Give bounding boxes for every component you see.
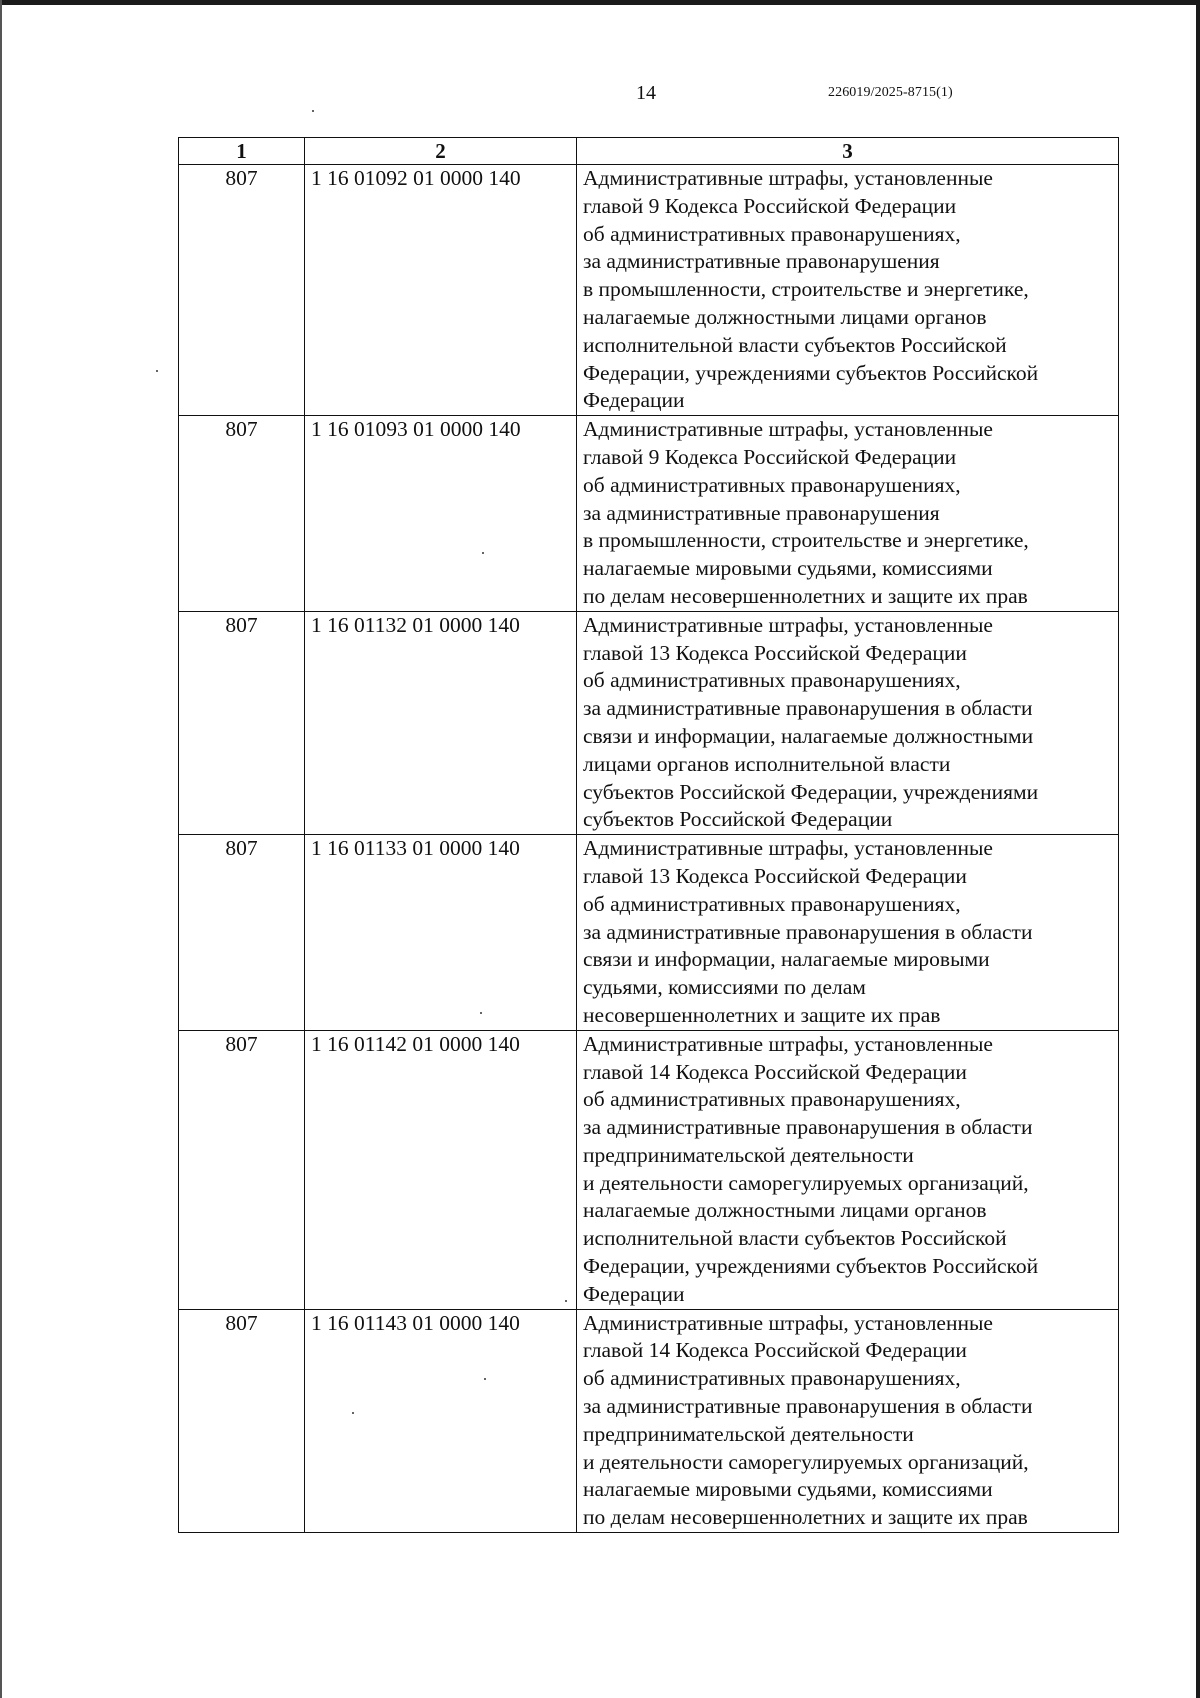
description-line: Федерации (583, 388, 685, 413)
description-line: Административные штрафы, установленные (583, 1031, 993, 1056)
description-line: налагаемые мировыми судьями, комиссиями (583, 1477, 993, 1502)
description-line: за административные правонарушения в области (583, 1115, 1033, 1140)
description-line: главой 13 Кодекса Российской Федерации (583, 640, 967, 665)
admin-code-cell: 807 (179, 611, 305, 834)
description-line: главой 9 Кодекса Российской Федерации (583, 444, 957, 469)
table-row (179, 416, 1119, 612)
description-line: предпринимательской деятельности (583, 1142, 914, 1167)
description-line: исполнительной власти субъектов Российской (583, 1226, 1007, 1251)
budget-code-cell: 1 16 01142 01 0000 140 (305, 1030, 577, 1309)
scan-speck (352, 1412, 354, 1414)
description-line: исполнительной власти субъектов Российской (583, 332, 1007, 357)
scan-border-right (1196, 0, 1200, 1698)
description-line: об административных правонарушениях, (583, 472, 961, 497)
description-line: Федерации (583, 1281, 685, 1306)
description-line: субъектов Российской Федерации (583, 807, 893, 832)
column-header-1: 1 (179, 138, 305, 165)
table-row (179, 165, 1119, 416)
description-line: главой 14 Кодекса Российской Федерации (583, 1059, 967, 1084)
description-line: об административных правонарушениях, (583, 1366, 961, 1391)
budget-code-cell: 1 16 01092 01 0000 140 (305, 165, 577, 416)
description-cell (577, 611, 1119, 834)
admin-code-cell: 807 (179, 835, 305, 1031)
description-line: и деятельности саморегулируемых организаций, (583, 1449, 1029, 1474)
description-line: в промышленности, строительстве и энергетике, (583, 528, 1029, 553)
column-header-2: 2 (305, 138, 577, 165)
description-line: налагаемые мировыми судьями, комиссиями (583, 556, 993, 581)
table-row (179, 1030, 1119, 1309)
budget-code-table (178, 137, 1119, 1533)
budget-code-cell: 1 16 01143 01 0000 140 (305, 1309, 577, 1532)
description-line: за административные правонарушения в области (583, 696, 1033, 721)
description-line: и деятельности саморегулируемых организаций, (583, 1170, 1029, 1195)
scan-speck (156, 370, 158, 372)
description-cell (577, 1309, 1119, 1532)
scan-border-top (0, 0, 1200, 5)
description-line: связи и информации, налагаемые мировыми (583, 947, 990, 972)
description-line: предпринимательской деятельности (583, 1421, 914, 1446)
scan-border-left (0, 0, 2, 1698)
admin-code-cell: 807 (179, 1030, 305, 1309)
description-line: связи и информации, налагаемые должностными (583, 723, 1034, 748)
description-line: об административных правонарушениях, (583, 668, 961, 693)
description-line: субъектов Российской Федерации, учреждениями (583, 779, 1039, 804)
table-body (179, 165, 1119, 1533)
page-number: 14 (636, 82, 656, 104)
table-row (179, 835, 1119, 1031)
budget-code-cell: 1 16 01132 01 0000 140 (305, 611, 577, 834)
scan-speck (482, 552, 484, 554)
description-cell (577, 165, 1119, 416)
description-line: по делам несовершеннолетних и защите их прав (583, 583, 1028, 608)
description-line: несовершеннолетних и защите их прав (583, 1002, 941, 1027)
description-line: за административные правонарушения в области (583, 919, 1033, 944)
description-cell (577, 835, 1119, 1031)
description-cell (577, 416, 1119, 612)
description-line: главой 13 Кодекса Российской Федерации (583, 863, 967, 888)
description-line: Административные штрафы, установленные (583, 836, 993, 861)
admin-code-cell: 807 (179, 416, 305, 612)
column-header-3: 3 (577, 138, 1119, 165)
description-line: за административные правонарушения в области (583, 1394, 1033, 1419)
description-line: лицами органов исполнительной власти (583, 751, 951, 776)
table-header-row (179, 138, 1119, 165)
description-line: судьями, комиссиями по делам (583, 975, 866, 1000)
admin-code-cell: 807 (179, 1309, 305, 1532)
scan-speck (565, 1300, 567, 1302)
scan-speck (484, 1378, 486, 1380)
budget-code-cell: 1 16 01093 01 0000 140 (305, 416, 577, 612)
document-id: 226019/2025-8715(1) (828, 85, 953, 100)
description-line: Административные штрафы, установленные (583, 612, 993, 637)
budget-code-cell: 1 16 01133 01 0000 140 (305, 835, 577, 1031)
admin-code-cell: 807 (179, 165, 305, 416)
description-line: об административных правонарушениях, (583, 221, 961, 246)
description-line: Административные штрафы, установленные (583, 166, 993, 190)
description-line: по делам несовершеннолетних и защите их прав (583, 1505, 1028, 1530)
description-line: за административные правонарушения (583, 500, 940, 525)
description-line: главой 9 Кодекса Российской Федерации (583, 193, 957, 218)
scan-speck (312, 110, 314, 112)
description-line: Федерации, учреждениями субъектов Российской (583, 1254, 1039, 1279)
description-line: Административные штрафы, установленные (583, 417, 993, 442)
description-line: Административные штрафы, установленные (583, 1310, 993, 1335)
description-cell (577, 1030, 1119, 1309)
table-row (179, 1309, 1119, 1532)
description-line: Федерации, учреждениями субъектов Российской (583, 360, 1039, 385)
description-line: в промышленности, строительстве и энергетике, (583, 277, 1029, 302)
description-line: за административные правонарушения (583, 249, 940, 274)
description-line: об административных правонарушениях, (583, 1087, 961, 1112)
table-row (179, 611, 1119, 834)
description-line: об административных правонарушениях, (583, 891, 961, 916)
scan-speck (480, 1012, 482, 1014)
description-line: налагаемые должностными лицами органов (583, 1198, 987, 1223)
description-line: налагаемые должностными лицами органов (583, 304, 987, 329)
description-line: главой 14 Кодекса Российской Федерации (583, 1338, 967, 1363)
